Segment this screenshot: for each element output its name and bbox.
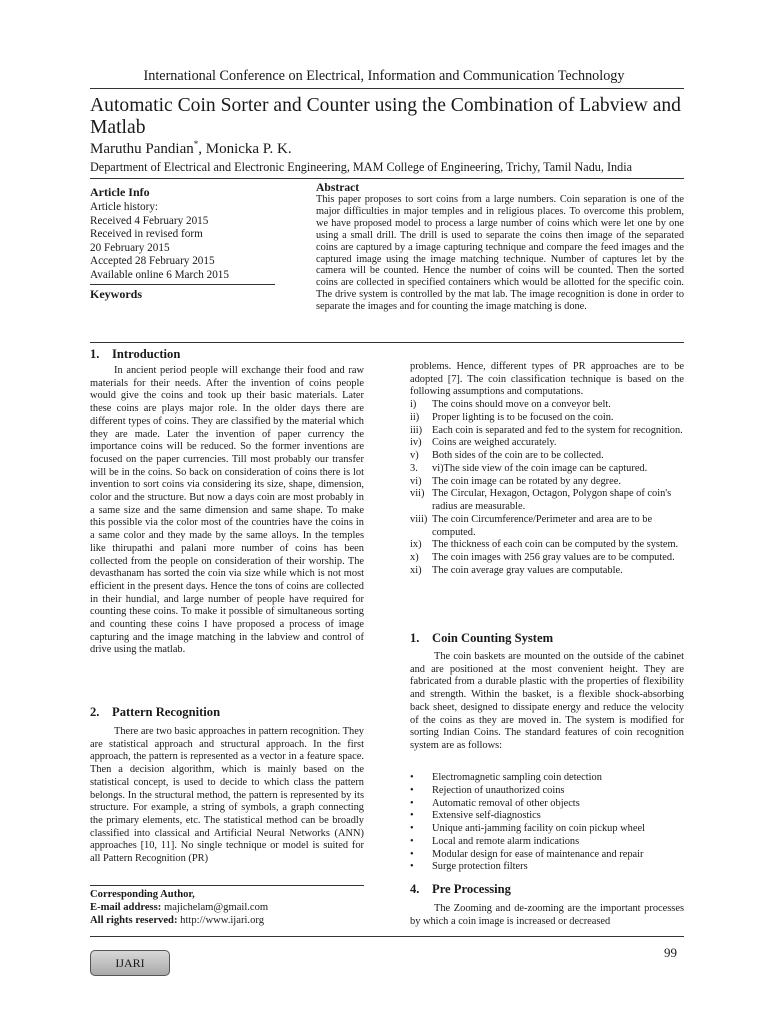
abstract-rule bbox=[90, 342, 684, 343]
history-line: Available online 6 March 2015 bbox=[90, 268, 229, 281]
list-item: • Unique anti-jamming facility on coin pickup wheel bbox=[410, 823, 645, 834]
assumptions-list bbox=[410, 399, 684, 578]
list-item: • Surge protection filters bbox=[410, 861, 528, 873]
corresponding-author bbox=[90, 888, 268, 927]
article-info-heading: Article Info bbox=[90, 185, 150, 199]
history-line: Received 4 February 2015 bbox=[90, 214, 209, 227]
list-item: v) Both sides of the coin are to be collected. bbox=[410, 450, 604, 461]
keywords-rule bbox=[90, 284, 275, 285]
abstract-text: This paper proposes to sort coins from a large numbers. Coin separation is one of the major difficulties in major temples and in religious places. To overcome this problem, we have proposed model to process a large number of coins which were let one by one using a small drill. The drill is used to separate the coins then image of the separated coins are captured by a image capturing technique and compare the feed images and the captured image using the image matching technique. Number of captures let by the camera will be counted. Hence the number of coins will be counted. Then the sorted coins are collected in specified containers which would be allotted for the specific coin. The drive system is controlled by the mat lab. The image recognition is done in order to separate the images and for counting the image matching is done. bbox=[316, 194, 684, 313]
list-item: • Electromagnetic sampling coin detection bbox=[410, 772, 602, 783]
list-item: vii) The Circular, Hexagon, Octagon, Polygon shape of coin's radius are measurable. bbox=[410, 488, 672, 512]
email-label: E-mail address: bbox=[90, 902, 162, 913]
corresponding-heading: Corresponding Author, bbox=[90, 889, 195, 900]
keywords-heading: Keywords bbox=[90, 287, 142, 301]
footnote-rule bbox=[90, 885, 364, 886]
list-item: ii) Proper lighting is to be focused on the coin. bbox=[410, 411, 614, 423]
header-rule bbox=[90, 88, 684, 89]
list-item: ix) The thickness of each coin can be computed by the system. bbox=[410, 539, 679, 551]
affiliation-rule bbox=[90, 178, 684, 179]
abstract-heading: Abstract bbox=[316, 181, 360, 194]
features-list bbox=[410, 772, 684, 874]
pre-processing-text: The Zooming and de-zooming are the important processes by which a coin image is increased or decreased bbox=[410, 903, 684, 927]
corresponding-mark: * bbox=[193, 139, 199, 149]
page-number: 99 bbox=[664, 945, 677, 960]
history-line: Accepted 28 February 2015 bbox=[90, 255, 215, 267]
list-item: • Automatic removal of other objects bbox=[410, 797, 580, 809]
coin-counting-text: The coin baskets are mounted on the outside of the cabinet and are positioned at the most convenient height. They are fabricated from a durable plastic with the properties of flexibility and strength. Within the basket, is a flexible shock-absorbing back sheet, designed to dissipate energy and reduce the velocity of the coins as they are moved in. The system is modified for sorting Indian Coins. The standard features of coin recognition system are as follows: bbox=[410, 651, 684, 751]
list-item: • Local and remote alarm indications bbox=[410, 835, 580, 847]
pattern-recognition-continued: problems. Hence, different types of PR approaches are to be adopted [7]. The coin classification technique is based on the following assumptions and computations. bbox=[410, 361, 684, 398]
paper-title: Automatic Coin Sorter and Counter using the Combination of Labview and Matlab bbox=[90, 95, 681, 138]
author-2: , Monicka P. K. bbox=[198, 141, 292, 157]
history-line: Received in revised form bbox=[90, 228, 203, 240]
list-item: • Rejection of unauthorized coins bbox=[410, 784, 565, 796]
footer-rule bbox=[90, 936, 684, 937]
rights-label: All rights reserved: bbox=[90, 915, 178, 926]
list-item: x) The coin images with 256 gray values are to be computed. bbox=[410, 552, 675, 563]
author-1: Maruthu Pandian bbox=[90, 141, 194, 157]
section-heading-introduction: 1. Introduction bbox=[90, 347, 181, 361]
authors bbox=[90, 139, 292, 158]
list-item: i) The coins should move on a conveyor belt. bbox=[410, 399, 611, 410]
email-link[interactable]: majichelam@gmail.com bbox=[163, 902, 269, 913]
section-heading-pattern-recognition: 2. Pattern Recognition bbox=[90, 705, 221, 719]
introduction-text: In ancient period people will exchange their food and raw materials for their needs. After the invention of coins people would give the coins and took up their basic materials. Later these coins are plays major role. In the older days there are different types of coins. They are classified by the material which they are made. Later the invention of paper currency the importance coins will be reduced. So the former inventions are focused on the paper currencies. Till most probably our transfer will be in the coins. So back on consideration of coins there is lot invention to sort coins via considering its size, shape, dimension, color and the structure. But now a days coin are most probably in a same size and the same dimension and same shape. To make this possible via the color most of the countries have the coins in a same color and they made by the same alloys. In the temples like thirupathi and palani more number of coins has been collected from the people on consideration of their worship. The devasthanam has sorted the coin via size while which is not most efficient in the present days. Hence the tons of coins are collected in their hundial, and large number of people have required for counting these coins. To make it possible of simultaneous sorting and counting these coins I have proposed a process of image capturing and the image matching in the labview and control of drive using the matlab. bbox=[90, 365, 364, 656]
conference-name: International Conference on Electrical, Information and Communication Technology bbox=[143, 68, 625, 84]
section-heading-pre-processing: 4. Pre Processing bbox=[410, 882, 511, 896]
article-history bbox=[90, 201, 275, 282]
list-item: • Modular design for ease of maintenance and repair bbox=[410, 848, 644, 860]
list-item: vi) The coin image can be rotated by any degree. bbox=[410, 475, 621, 487]
history-line: Article history: bbox=[90, 201, 159, 213]
history-line: 20 February 2015 bbox=[90, 241, 170, 254]
affiliation: Department of Electrical and Electronic Engineering, MAM College of Engineering, Trichy, Tamil Nadu, India bbox=[90, 160, 633, 174]
website-link[interactable]: http://www.ijari.org bbox=[180, 915, 265, 926]
list-item: 3. vi)The side view of the coin image can be captured. bbox=[410, 462, 648, 474]
pattern-recognition-text: There are two basic approaches in pattern recognition. They are statistical approach and structural approach. In the first approach, the pattern is represented as a vector in a feature space. Then a decision algorithm, which is mainly based on the statistical concept, is used to decide to which class the pattern belongs. In the structural method, the pattern is represented by its structure. For example, a string of symbols, a graph connecting the primary elements, etc. The statistical method can be broadly classified into classical and Artificial Neural Networks (ANN) approaches [10, 11]. No single technique or model is suited for all Pattern Recognition (PR) bbox=[90, 726, 364, 865]
list-item: iii) Each coin is separated and fed to the system for recognition. bbox=[410, 424, 683, 436]
list-item: xi) The coin average gray values are computable. bbox=[410, 564, 623, 576]
list-item: viii) The coin Circumference/Perimeter and area are to be computed. bbox=[410, 513, 653, 538]
list-item: • Extensive self-diagnostics bbox=[410, 810, 541, 822]
list-item: iv) Coins are weighed accurately. bbox=[410, 437, 557, 449]
section-heading-coin-counting: 1. Coin Counting System bbox=[410, 631, 554, 645]
journal-badge: IJARI bbox=[90, 950, 170, 976]
